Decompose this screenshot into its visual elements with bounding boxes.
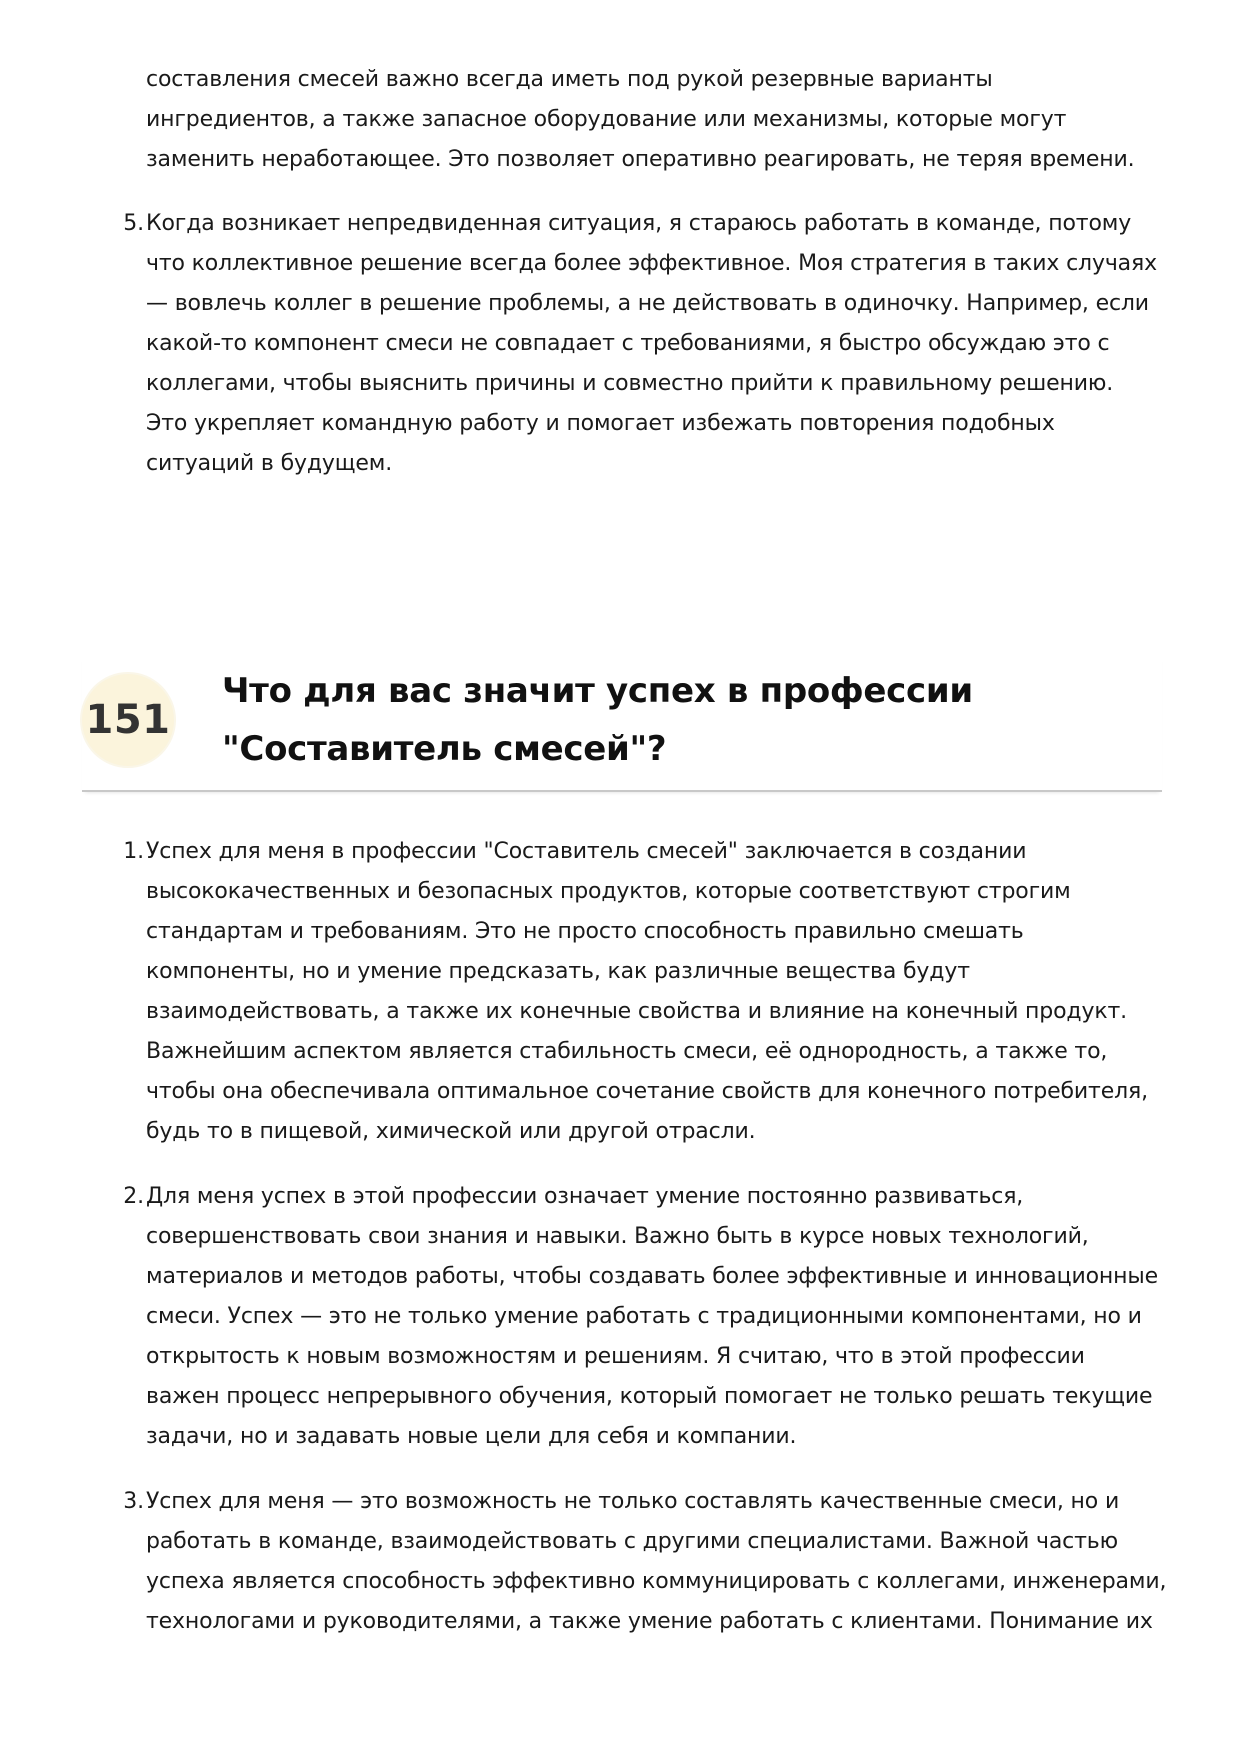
paragraph-line: чтобы она обеспечивала оптимальное сочетание свойств для конечного потребителя, [146,1079,1148,1104]
question-title [222,662,1142,778]
paragraph-line: успеха является способность эффективно коммуницировать с коллегами, инженерами, [146,1569,1167,1594]
paragraph-line: работать в команде, взаимодействовать с другими специалистами. Важной частью [146,1529,1118,1554]
paragraph-line: Для меня успех в этой профессии означает умение постоянно развиваться, [146,1184,1024,1209]
answer-item-number: 2. [123,1184,144,1209]
paragraph-line: компоненты, но и умение предсказать, как различные вещества будут [146,959,970,984]
paragraph-line: открытость к новым возможностям и решениям. Я считаю, что в этой профессии [146,1344,1085,1369]
list-item-number: 5. [123,211,144,236]
paragraph-line: — вовлечь коллег в решение проблемы, а не действовать в одиночку. Например, если [146,291,1149,316]
paragraph-line: заменить неработающее. Это позволяет оперативно реагировать, не теряя времени. [146,147,1135,172]
paragraph-line: какой-то компонент смеси не совпадает с требованиями, я быстро обсуждаю это с [146,331,1110,356]
paragraph-line: важен процесс непрерывного обучения, который помогает не только решать текущие [146,1384,1153,1409]
paragraph-line: материалов и методов работы, чтобы создавать более эффективные и инновационные [146,1264,1158,1289]
question-header [82,656,1162,792]
question-number: 151 [85,697,171,743]
paragraph-line: задачи, но и задавать новые цели для себя и компании. [146,1424,797,1449]
paragraph-line: смеси. Успех — это не только умение работать с традиционными компонентами, но и [146,1304,1142,1329]
question-title-line: "Составитель смесей"? [222,729,667,769]
answer-item-number: 3. [123,1489,144,1514]
continued-paragraph [146,60,1166,180]
paragraph-line: будь то в пищевой, химической или другой отрасли. [146,1119,756,1144]
paragraph-line: совершенствовать свои знания и навыки. Важно быть в курсе новых технологий, [146,1224,1089,1249]
paragraph-line: взаимодействовать, а также их конечные свойства и влияние на конечный продукт. [146,999,1127,1024]
paragraph-line: высококачественных и безопасных продуктов, которые соответствуют строгим [146,879,1071,904]
paragraph-line: стандартам и требованиям. Это не просто способность правильно смешать [146,919,1024,944]
question-number-badge [82,674,174,766]
paragraph-line: Важнейшим аспектом является стабильность смеси, её однородность, а также то, [146,1039,1108,1064]
answer-item [123,832,1166,1152]
paragraph-line: ситуаций в будущем. [146,451,393,476]
paragraph-line: Когда возникает непредвиденная ситуация, я стараюсь работать в команде, потому [146,211,1132,236]
paragraph-line: Успех для меня в профессии "Составитель смесей" заключается в создании [146,839,1027,864]
paragraph-line: Это укрепляет командную работу и помогает избежать повторения подобных [146,411,1055,436]
paragraph-line: технологами и руководителями, а также умение работать с клиентами. Понимание их [146,1609,1153,1634]
paragraph-line: коллегами, чтобы выяснить причины и совместно прийти к правильному решению. [146,371,1114,396]
answer-item [123,1482,1167,1642]
paragraph-line: составления смесей важно всегда иметь под рукой резервные варианты [146,67,993,92]
answer-item-number: 1. [123,839,144,864]
list-item [123,204,1166,484]
answer-item [123,1177,1166,1457]
question-title-line: Что для вас значит успех в профессии [222,671,973,711]
paragraph-line: что коллективное решение всегда более эффективное. Моя стратегия в таких случаях [146,251,1157,276]
paragraph-line: Успех для меня — это возможность не только составлять качественные смеси, но и [146,1489,1120,1514]
paragraph-line: ингредиентов, а также запасное оборудование или механизмы, которые могут [146,107,1067,132]
